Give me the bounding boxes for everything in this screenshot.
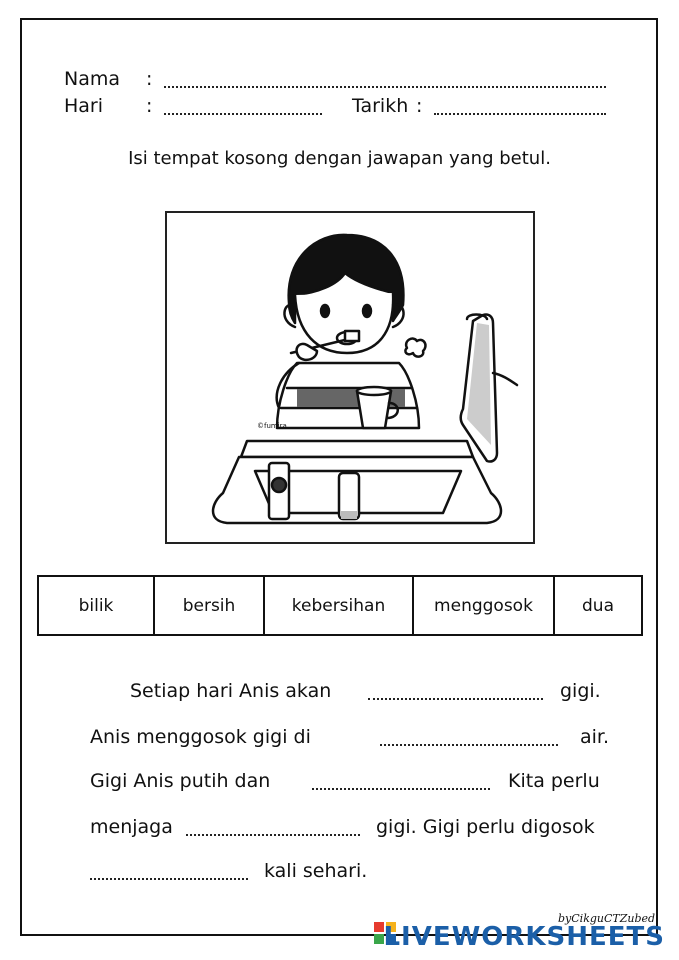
word-bank-item[interactable]: bersih — [155, 577, 265, 634]
passage-text: Kita perlu — [508, 770, 600, 792]
passage-line-3 — [90, 770, 610, 796]
answer-blank-1[interactable] — [368, 698, 543, 700]
passage-text: kali sehari. — [264, 860, 368, 882]
illustration-box — [165, 211, 535, 544]
passage-line-1 — [90, 680, 610, 706]
hari-field[interactable] — [164, 113, 322, 115]
liveworksheets-brand[interactable]: LIVEWORKSHEETS — [383, 922, 665, 952]
passage-text: gigi. — [560, 680, 601, 702]
author-signature: byCikguCTZubed — [558, 912, 656, 925]
word-bank-item[interactable]: bilik — [39, 577, 155, 634]
passage-line-4 — [90, 816, 610, 842]
passage-line-5 — [90, 860, 610, 886]
tarikh-field[interactable] — [434, 113, 606, 115]
passage-text: Gigi Anis putih dan — [90, 770, 271, 792]
illustration-credit: ©fumira — [257, 422, 287, 430]
nama-colon: : — [146, 68, 153, 90]
word-bank-item[interactable]: dua — [582, 595, 614, 616]
answer-blank-3[interactable] — [312, 788, 490, 790]
child-brushing-teeth-illustration — [167, 213, 533, 542]
instruction-text: Isi tempat kosong dengan jawapan yang betul. — [128, 148, 551, 169]
tarikh-label: Tarikh — [352, 95, 409, 117]
passage-text: air. — [580, 726, 610, 748]
passage-text: Setiap hari Anis akan — [130, 680, 332, 702]
word-bank-item[interactable]: kebersihan — [265, 577, 414, 634]
answer-blank-2[interactable] — [380, 744, 558, 746]
passage-text: gigi. Gigi perlu digosok — [376, 816, 595, 838]
tarikh-colon: : — [416, 95, 423, 117]
hari-label: Hari — [64, 95, 104, 117]
word-bank-item[interactable]: menggosok — [414, 577, 555, 634]
answer-blank-5[interactable] — [90, 878, 248, 880]
hari-colon: : — [146, 95, 153, 117]
answer-blank-4[interactable] — [186, 834, 360, 836]
passage-text: Anis menggosok gigi di — [90, 726, 311, 748]
passage-text: menjaga — [90, 816, 173, 838]
passage-line-2 — [90, 726, 610, 752]
nama-field[interactable] — [164, 86, 606, 88]
nama-label: Nama — [64, 68, 121, 90]
word-bank-table — [37, 575, 643, 636]
